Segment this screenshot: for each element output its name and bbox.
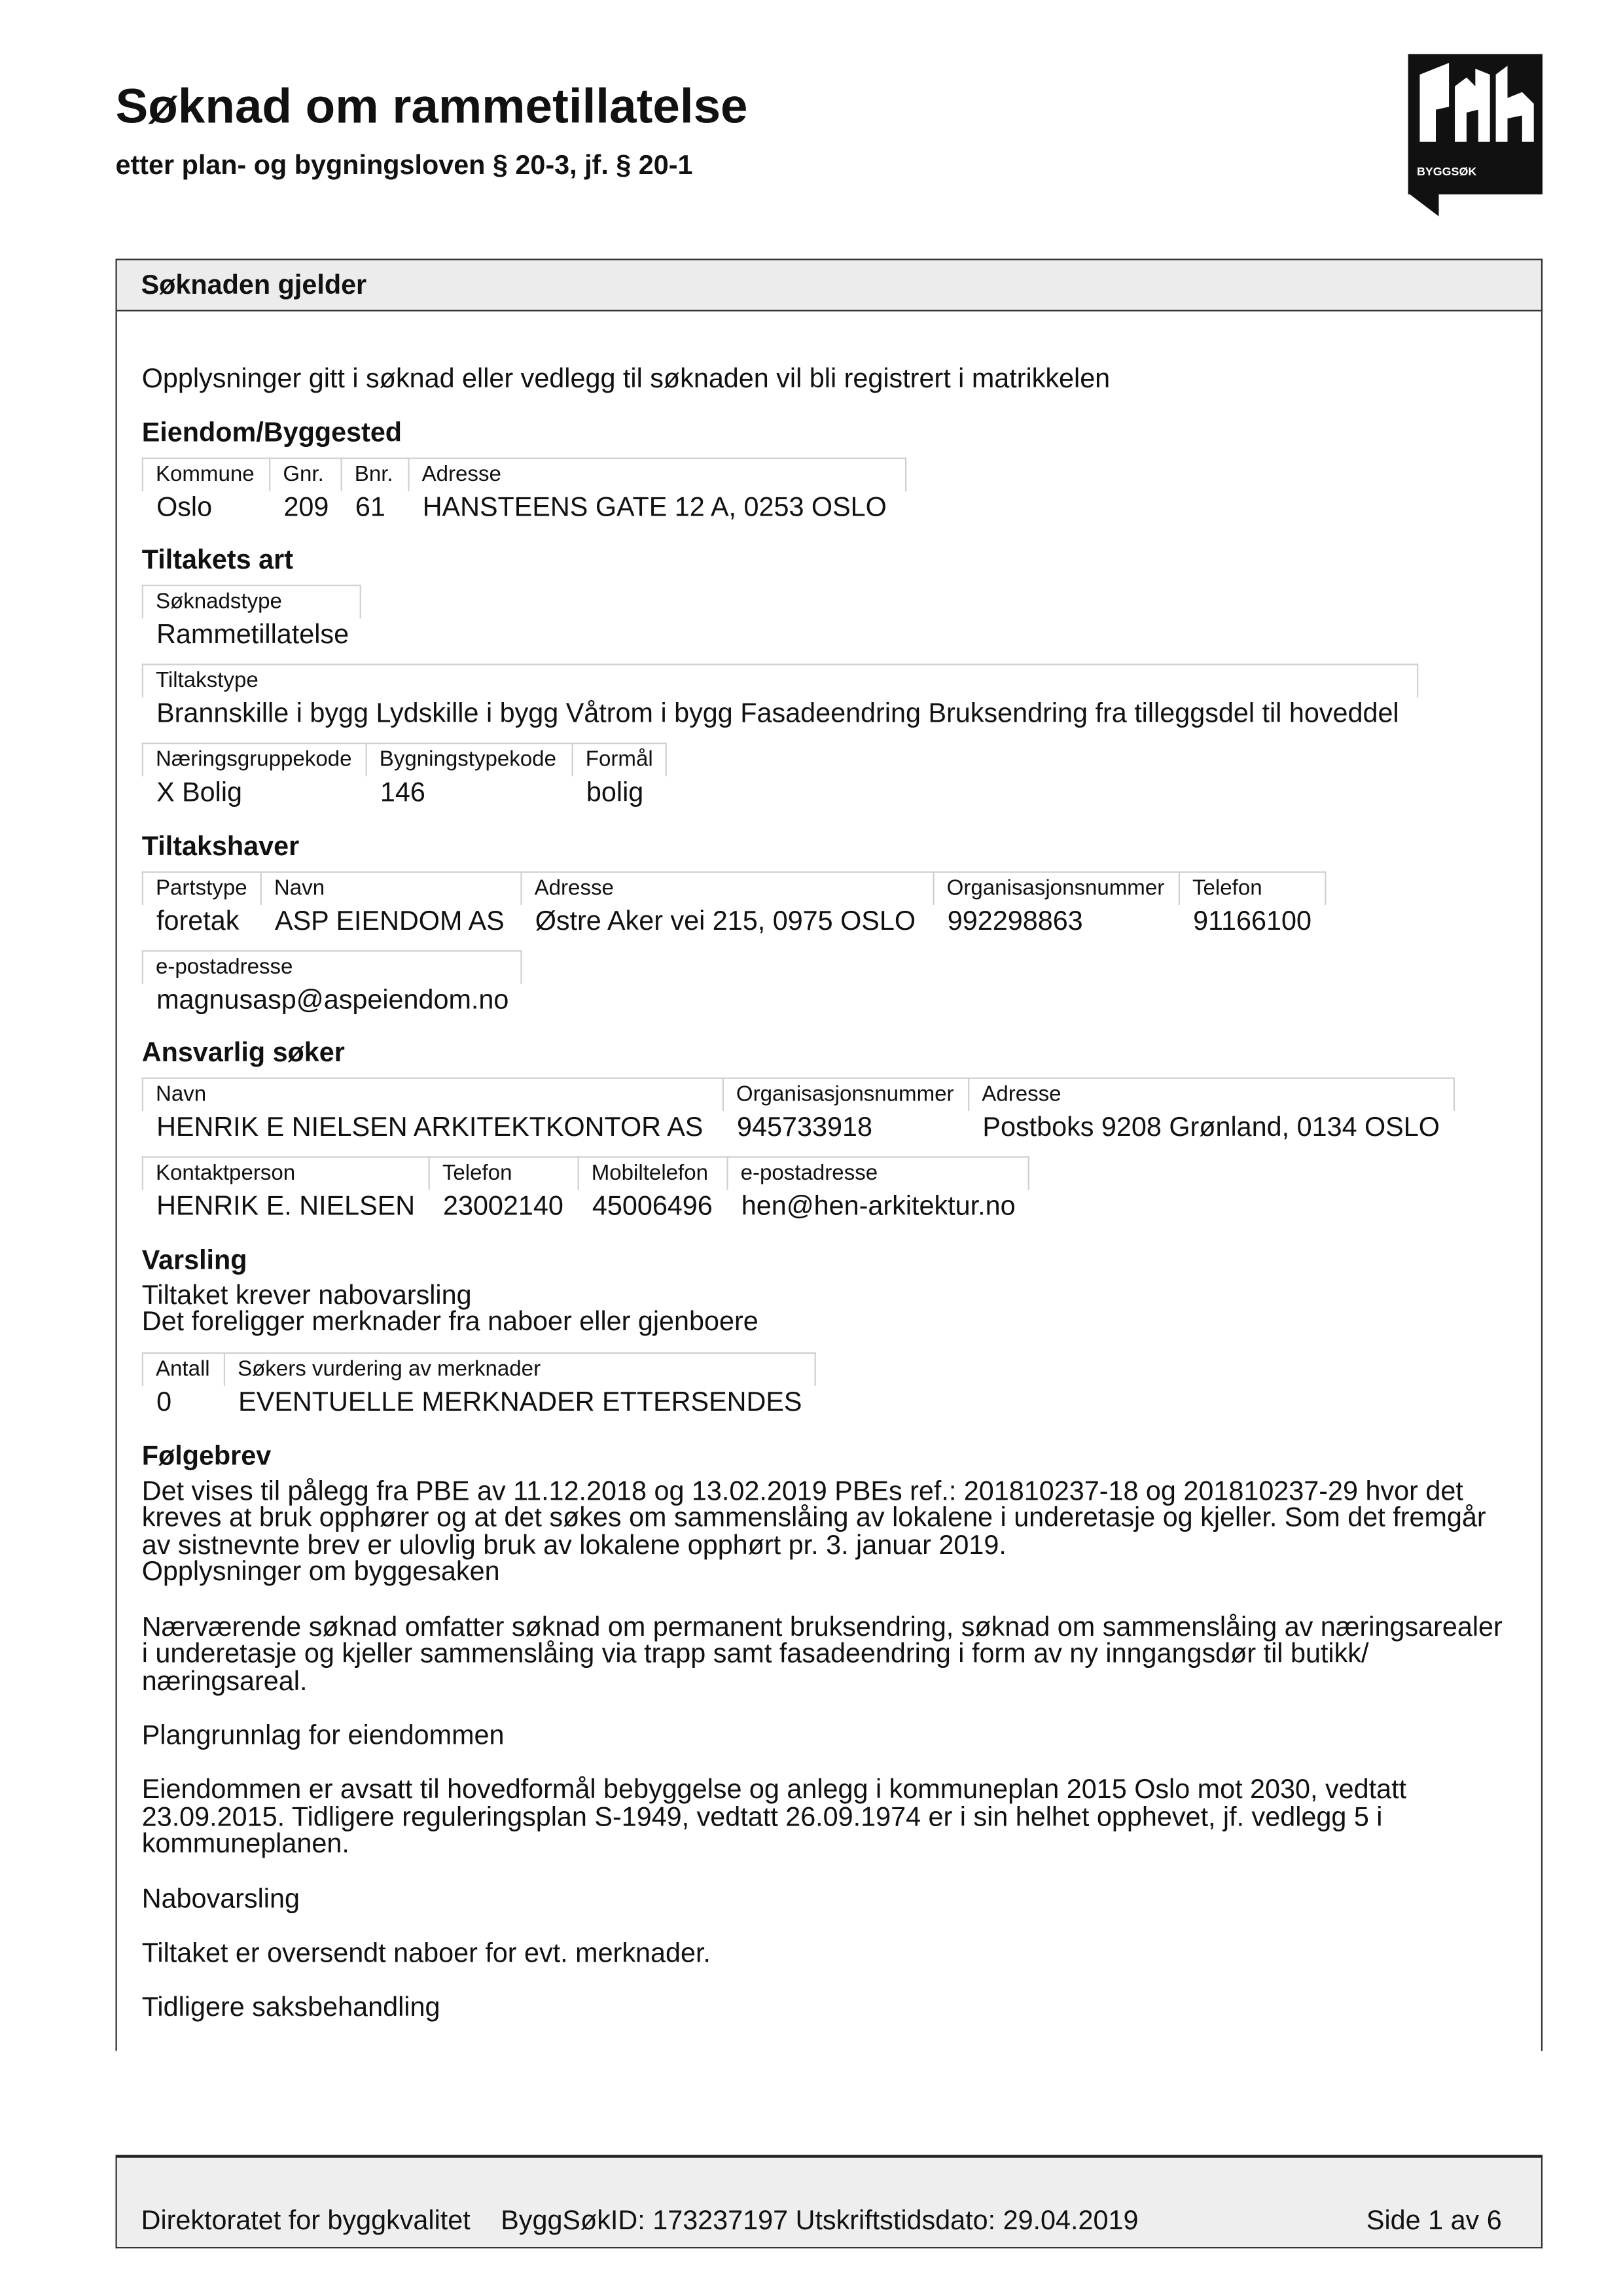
tiltakshaver-telefon-value: 91166100	[1193, 904, 1311, 936]
naeringsgruppekode-value: X Bolig	[156, 776, 243, 807]
tiltakshaver-adresse-value: Østre Aker vei 215, 0975 OSLO	[535, 904, 916, 936]
field-naeringsgruppekode	[142, 743, 366, 809]
folgebrev-line: av sistnevnte brev er ulovlig bruk av lokalene opphørt pr. 3. januar 2019.	[141, 1528, 1007, 1560]
field-soker-orgnr	[722, 1078, 968, 1144]
partstype-label: Partstype	[142, 872, 260, 905]
tiltakshaver-adresse-label: Adresse	[520, 872, 933, 905]
field-adresse	[408, 457, 906, 523]
tiltakshaver-telefon-label: Telefon	[1179, 872, 1327, 905]
soker-mobiltelefon-label: Mobiltelefon	[578, 1156, 727, 1190]
heading-ansvarlig-soker: Ansvarlig søker	[141, 1036, 345, 1067]
tiltakshaver-epost-label: e-postadresse	[142, 950, 522, 983]
field-soker-epost	[726, 1156, 1029, 1222]
folgebrev-line: Tiltaket er oversendt naboer for evt. merknader.	[141, 1936, 711, 1968]
folgebrev-line: 23.09.2015. Tidligere reguleringsplan S-1949, vedtatt 26.09.1974 er i sin helhet opphevet, jf. vedlegg 5 i	[141, 1801, 1383, 1832]
tiltakshaver-navn-label: Navn	[260, 872, 521, 905]
logo-graphic	[1408, 54, 1543, 218]
antall-value: 0	[156, 1386, 172, 1417]
footer-publisher: Direktoratet for byggkvalitet	[141, 2204, 471, 2236]
folgebrev-paragraph	[141, 1719, 1503, 1750]
gnr-label: Gnr.	[269, 457, 340, 491]
merknader-row	[142, 1352, 816, 1419]
field-tiltakstype	[142, 663, 1418, 730]
section-intro: Opplysninger gitt i søknad eller vedlegg til søknaden vil bli registrert i matrikkelen	[141, 362, 1111, 394]
folgebrev-body	[141, 1474, 1503, 2048]
folgebrev-line: kommuneplanen.	[141, 1828, 349, 1859]
bnr-label: Bnr.	[341, 457, 408, 491]
heading-eiendom: Eiendom/Byggested	[141, 416, 402, 448]
page-title: Søknad om rammetillatelse	[115, 80, 748, 135]
field-kommune	[142, 457, 269, 523]
vurdering-label: Søkers vurdering av merknader	[224, 1352, 816, 1386]
soker-mobiltelefon-value: 45006496	[592, 1190, 713, 1221]
tiltakshaver-orgnr-label: Organisasjonsnummer	[933, 872, 1178, 905]
footer-page-number: Side 1 av 6	[1366, 2204, 1502, 2236]
tiltakshaver-orgnr-value: 992298863	[947, 904, 1083, 936]
heading-folgebrev: Følgebrev	[141, 1439, 272, 1471]
soker-navn-label: Navn	[142, 1078, 722, 1111]
tiltakshaver-epost-value: magnusasp@aspeiendom.no	[156, 983, 509, 1015]
bygningstypekode-label: Bygningstypekode	[366, 743, 572, 776]
field-formal	[572, 743, 667, 809]
folgebrev-line: i underetasje og kjeller sammenslåing via trapp samt fasadeendring i form av ny inngangsdør til butikk/	[141, 1637, 1369, 1669]
kommune-label: Kommune	[142, 457, 269, 491]
field-tiltakshaver-adresse	[520, 872, 933, 938]
tiltakshaver-row	[142, 872, 1327, 938]
gnr-value: 209	[283, 491, 329, 522]
eiendom-row	[142, 457, 907, 523]
section-header	[116, 258, 1543, 311]
field-tiltakshaver-navn	[260, 872, 521, 938]
varsling-text	[141, 1279, 758, 1337]
field-soker-navn	[142, 1078, 722, 1144]
soker-epost-value: hen@hen-arkitektur.no	[741, 1190, 1016, 1221]
field-soknadstype	[142, 585, 361, 651]
ansvarlig-soker-row	[142, 1078, 1455, 1144]
soker-epost-label: e-postadresse	[726, 1156, 1029, 1190]
soknadstype-label: Søknadstype	[142, 585, 361, 618]
folgebrev-line: Eiendommen er avsatt til hovedformål bebyggelse og anlegg i kommuneplan 2015 Oslo mot 2030, vedtatt	[141, 1773, 1407, 1805]
naeringsgruppekode-label: Næringsgruppekode	[142, 743, 366, 776]
adresse-label: Adresse	[408, 457, 906, 491]
soker-adresse-value: Postboks 9208 Grønland, 0134 OSLO	[982, 1111, 1440, 1142]
antall-label: Antall	[142, 1352, 224, 1386]
tiltakstype-label: Tiltakstype	[142, 663, 1418, 697]
byggsok-logo	[1408, 54, 1543, 218]
varsling-line: Det foreligger merknader fra naboer eller gjenboere	[141, 1305, 758, 1337]
field-tiltakshaver-telefon	[1179, 872, 1327, 938]
folgebrev-line: kreves at bruk opphører og at det søkes om sammenslåing av lokalene i underetasje og kjeller. Som det fremgår	[141, 1502, 1486, 1533]
koder-row	[142, 743, 667, 809]
field-soker-mobiltelefon	[578, 1156, 727, 1222]
folgebrev-line: næringsareal.	[141, 1665, 308, 1696]
kontaktperson-label: Kontaktperson	[142, 1156, 429, 1190]
formal-label: Formål	[572, 743, 667, 776]
folgebrev-line: Plangrunnlag for eiendommen	[141, 1719, 505, 1750]
folgebrev-paragraph	[141, 1936, 1503, 1968]
field-tiltakshaver-epost	[142, 950, 522, 1016]
soknadstype-value: Rammetillatelse	[156, 618, 349, 649]
bygningstypekode-value: 146	[380, 776, 425, 807]
varsling-line: Tiltaket krever nabovarsling	[141, 1279, 472, 1310]
field-kontaktperson	[142, 1156, 429, 1222]
formal-value: bolig	[586, 776, 644, 807]
folgebrev-line: Det vises til pålegg fra PBE av 11.12.2018 og 13.02.2019 PBEs ref.: 201810237-18 og 201810237-29 hvor det	[141, 1474, 1463, 1506]
tiltakstype-value: Brannskille i bygg Lydskille i bygg Våtrom i bygg Fasadeendring Bruksendring fra tilleggsdel til hoveddel	[156, 697, 1399, 728]
bnr-value: 61	[355, 491, 385, 522]
tiltakshaver-epost-row	[142, 950, 522, 1016]
tiltakstype-row	[142, 663, 1418, 730]
section-title: Søknaden gjelder	[141, 269, 367, 300]
heading-tiltakets-art: Tiltakets art	[141, 544, 293, 575]
field-gnr	[269, 457, 340, 523]
soker-telefon-label: Telefon	[429, 1156, 578, 1190]
folgebrev-paragraph	[141, 1610, 1503, 1696]
field-bnr	[341, 457, 408, 523]
soknadstype-row	[142, 585, 361, 651]
soker-adresse-label: Adresse	[968, 1078, 1455, 1111]
field-partstype	[142, 872, 260, 938]
folgebrev-paragraph	[141, 1474, 1503, 1587]
folgebrev-paragraph	[141, 1773, 1503, 1859]
tiltakshaver-navn-value: ASP EIENDOM AS	[275, 904, 505, 936]
field-vurdering	[224, 1352, 816, 1419]
field-tiltakshaver-orgnr	[933, 872, 1178, 938]
partstype-value: foretak	[156, 904, 240, 936]
soker-telefon-value: 23002140	[442, 1190, 563, 1221]
field-bygningstypekode	[366, 743, 572, 809]
vurdering-value: EVENTUELLE MERKNADER ETTERSENDES	[238, 1386, 802, 1417]
field-soker-telefon	[429, 1156, 578, 1222]
page-footer	[116, 2155, 1543, 2248]
folgebrev-line: Opplysninger om byggesaken	[141, 1556, 500, 1587]
folgebrev-line: Nærværende søknad omfatter søknad om permanent bruksendring, søknad om sammenslåing av næringsarealer	[141, 1610, 1503, 1642]
field-soker-adresse	[968, 1078, 1455, 1144]
logo-wordmark: BYGGSØK	[1416, 165, 1477, 179]
field-antall	[142, 1352, 224, 1419]
soker-orgnr-label: Organisasjonsnummer	[722, 1078, 968, 1111]
heading-varsling: Varsling	[141, 1244, 247, 1275]
footer-id-and-date: ByggSøkID: 173237197 Utskriftstidsdato: 29.04.2019	[501, 2204, 1139, 2236]
folgebrev-line: Tidligere saksbehandling	[141, 1990, 440, 2022]
kommune-value: Oslo	[156, 491, 213, 522]
heading-tiltakshaver: Tiltakshaver	[141, 830, 300, 861]
kontaktperson-value: HENRIK E. NIELSEN	[156, 1190, 416, 1221]
soker-navn-value: HENRIK E NIELSEN ARKITEKTKONTOR AS	[156, 1111, 704, 1142]
folgebrev-paragraph	[141, 1990, 1503, 2022]
folgebrev-paragraph	[141, 1882, 1503, 1913]
folgebrev-line: Nabovarsling	[141, 1882, 300, 1913]
page-subtitle: etter plan- og bygningsloven § 20-3, jf. § 20-1	[115, 149, 693, 180]
kontaktperson-row	[142, 1156, 1029, 1222]
adresse-value: HANSTEENS GATE 12 A, 0253 OSLO	[422, 491, 887, 522]
soker-orgnr-value: 945733918	[737, 1111, 872, 1142]
